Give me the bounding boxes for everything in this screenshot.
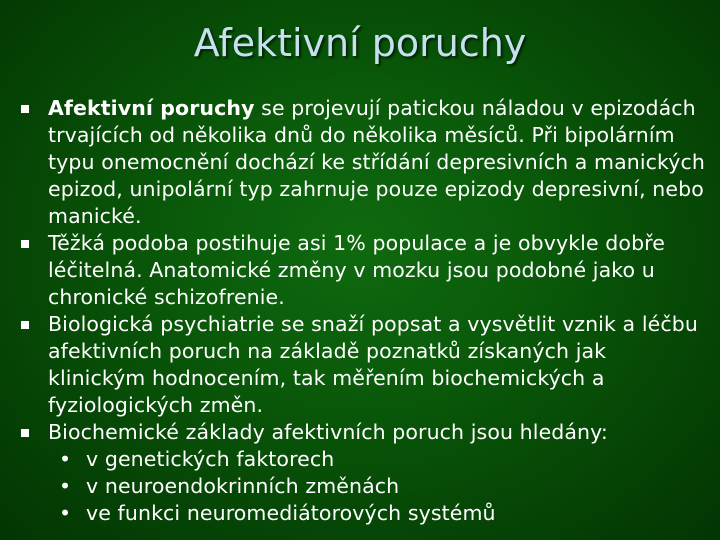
sub-bullet-text: ve funkci neuromediátorových systémů (86, 501, 496, 525)
square-bullet-icon (21, 105, 29, 113)
sub-bullet-text: v genetických faktorech (86, 447, 335, 471)
bullet-text: se projevují patickou náladou v epizodách trvajících od několika dnů do několika měsíců. Při bipolárním typu onemocnění dochází ke střídání depresivních a manických epizod, unipolární typ zahrnuje pouze epizody depresivní, nebo manické. (48, 96, 705, 228)
bullet-text: Těžká podoba postihuje asi 1% populace a je obvykle dobře léčitelná. Anatomické změny v mozku jsou podobné jako u chronické schizofrenie. (48, 231, 665, 309)
round-bullet-icon: • (59, 447, 72, 471)
bullet-item (20, 419, 710, 527)
bullet-text: Biochemické základy afektivních poruch jsou hledány: (48, 420, 608, 444)
bullet-item (20, 230, 710, 311)
sub-bullet-item (48, 473, 710, 500)
square-bullet-icon (21, 240, 29, 248)
bullet-item (20, 95, 710, 230)
sub-bullet-list (48, 446, 710, 527)
square-bullet-icon (21, 429, 29, 437)
bullet-text: Biologická psychiatrie se snaží popsat a vysvětlit vznik a léčbu afektivních poruch na základě poznatků získaných jak klinickým hodnocením, tak měřením biochemických a fyziologických změn. (48, 312, 698, 417)
slide-title: Afektivní poruchy (193, 21, 527, 65)
sub-bullet-item (48, 500, 710, 527)
bullet-list (20, 95, 710, 527)
sub-bullet-text: v neuroendokrinních změnách (86, 474, 400, 498)
bullet-item (20, 311, 710, 419)
square-bullet-icon (21, 321, 29, 329)
sub-bullet-item (48, 446, 710, 473)
bullet-bold-lead: Afektivní poruchy (48, 96, 255, 120)
round-bullet-icon: • (59, 501, 72, 525)
round-bullet-icon: • (59, 474, 72, 498)
